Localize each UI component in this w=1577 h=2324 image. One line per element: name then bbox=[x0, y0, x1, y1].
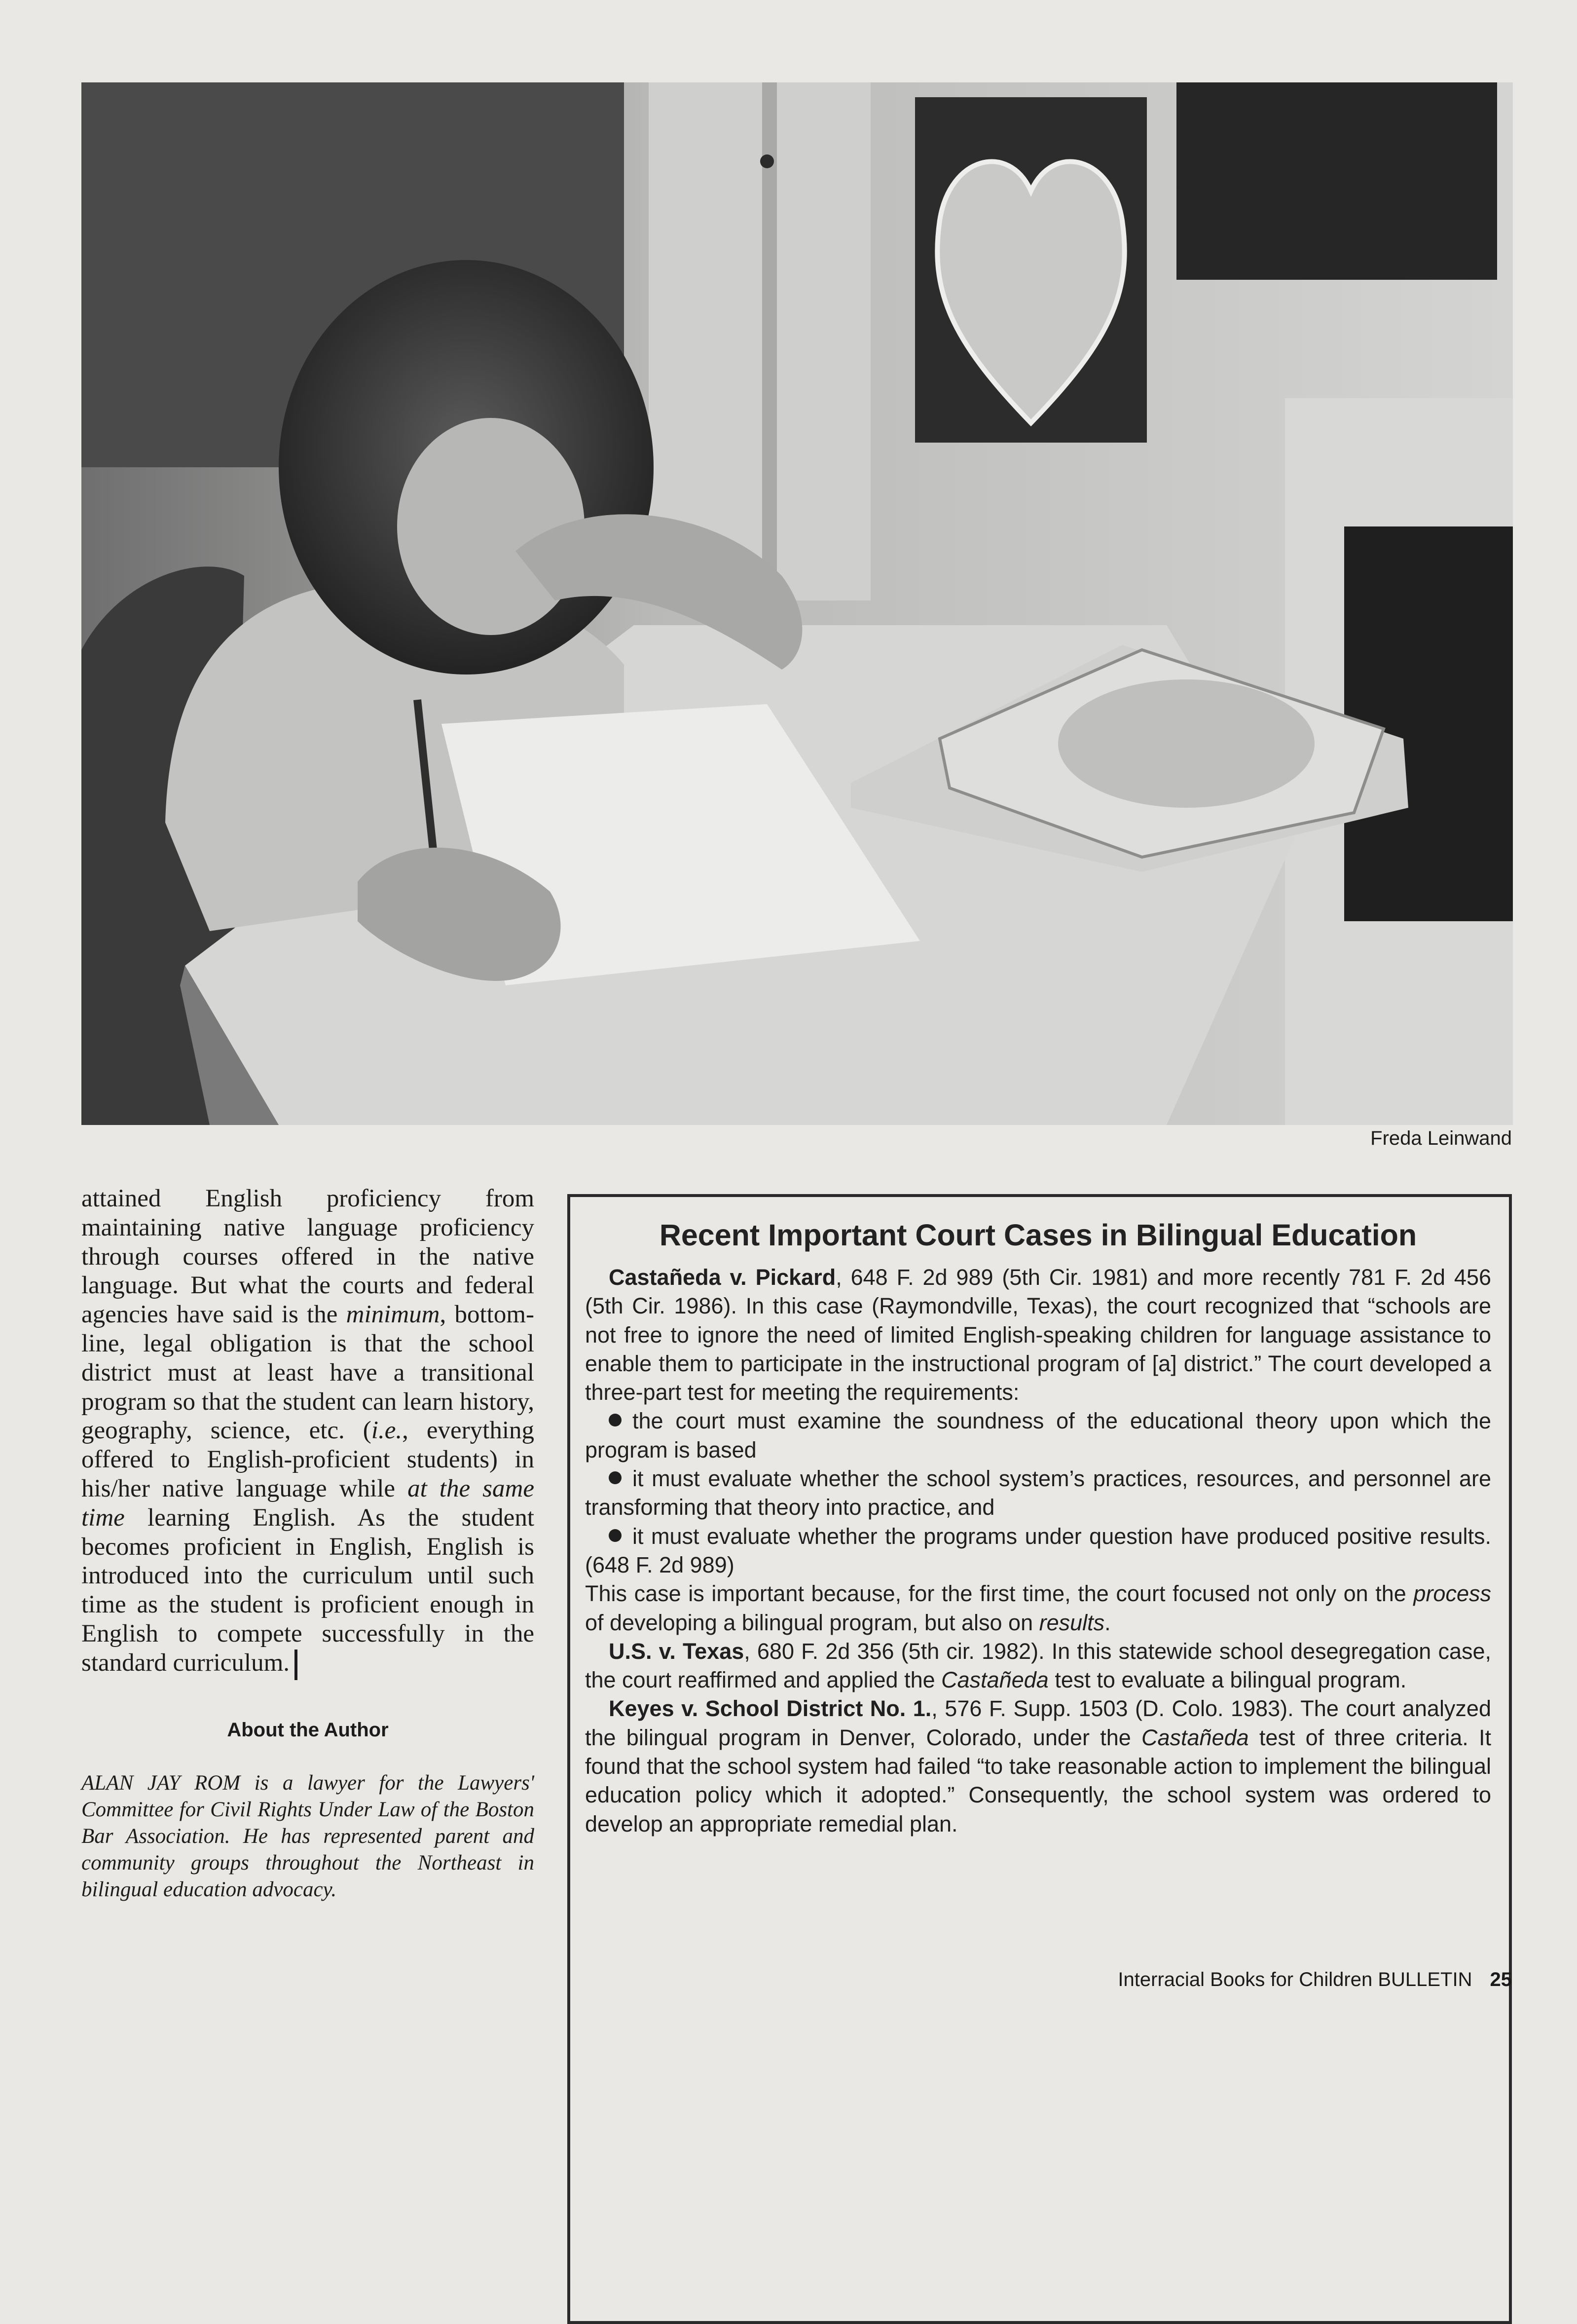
end-mark-icon bbox=[294, 1649, 297, 1680]
test-criterion-1 bbox=[585, 1407, 1491, 1464]
photo-illustration bbox=[81, 82, 1513, 1125]
bullet-icon bbox=[609, 1529, 622, 1542]
case-name: Keyes v. School District No. 1. bbox=[609, 1696, 932, 1722]
author-bio: ALAN JAY ROM is a lawyer for the Lawyers' Committee for Civil Rights Under Law of the Boston Bar Association. He has represented parent and community groups throughout the Northeast in bilingual education advocacy. bbox=[81, 1771, 534, 1901]
page-number: 25 bbox=[1490, 1969, 1512, 1990]
body-text-segment: , everything offered to English-proficient students) in his/her native language while bbox=[81, 1417, 534, 1502]
article-continuation bbox=[81, 1184, 534, 1680]
importance-text: of developing a bilingual program, but also on bbox=[585, 1610, 1039, 1635]
page-footer bbox=[1118, 1969, 1512, 1991]
criterion-text: the court must examine the soundness of the educational theory upon which the program is based bbox=[585, 1408, 1491, 1462]
criterion-text: it must evaluate whether the school system’s practices, resources, and personnel are transforming that theory into practice, and bbox=[585, 1466, 1491, 1520]
case-us-texas bbox=[585, 1637, 1491, 1695]
case-keyes bbox=[585, 1694, 1491, 1838]
publication-name: Interracial Books for Children BULLETIN bbox=[1118, 1969, 1472, 1990]
emphasis-minimum: minimum bbox=[346, 1301, 440, 1329]
case-castaneda bbox=[585, 1263, 1491, 1407]
case-text: test of three criteria. It found that the school system had failed “to take reasonable action to implement the bilingual education policy which it adopted.” Consequently, the school system was ordered to develop an appropriate remedial plan. bbox=[585, 1724, 1492, 1837]
importance-text: . bbox=[1104, 1610, 1111, 1635]
case-text: , 648 F. 2d 989 (5th Cir. 1981) and more recently 781 F. 2d 456 (5th Cir. 1986). In this case (Raymondville, Texas), the court recognized that “schools are not free to ignore the need of limited English-speaking children for language assistance to enable them to participate in the instructional program of [a] district.” The court developed a three-part test for meeting the requirements: bbox=[585, 1265, 1492, 1405]
case-text: test to evaluate a bilingual program. bbox=[1048, 1667, 1407, 1693]
sidebar-title: Recent Important Court Cases in Bilingual Education bbox=[659, 1218, 1417, 1252]
emphasis-results: results bbox=[1039, 1610, 1105, 1635]
case-text: , 576 F. Supp. 1503 (D. Colo. 1983). The court analyzed the bilingual program in Denver, Colorado, under the bbox=[585, 1696, 1491, 1750]
bullet-icon bbox=[609, 1414, 622, 1426]
emphasis-same-time: at the same time bbox=[81, 1474, 534, 1532]
criterion-text: it must evaluate whether the programs under question have produced positive results. (648 F. 2d 989) bbox=[585, 1523, 1491, 1577]
classroom-photo bbox=[81, 82, 1513, 1125]
test-criterion-2 bbox=[585, 1464, 1491, 1522]
case-importance bbox=[585, 1579, 1491, 1637]
court-cases-sidebar bbox=[567, 1194, 1512, 2324]
photo-credit: Freda Leinwand bbox=[1370, 1127, 1512, 1149]
case-name: Castañeda v. Pickard bbox=[609, 1265, 836, 1290]
about-author-heading: About the Author bbox=[227, 1719, 389, 1741]
body-text-segment: attained English proficiency from maintaining native language proficiency through courses offered in the native language. But what the courts and federal agencies have said is the bbox=[81, 1185, 534, 1329]
body-text-segment: learning English. As the student becomes proficient in English, English is introduced into the curriculum until such time as the student is proficient enough in English to compete successfully in the standard curriculum. bbox=[81, 1503, 534, 1677]
emphasis-ie: i.e. bbox=[371, 1417, 403, 1445]
emphasis-castaneda: Castañeda bbox=[1141, 1724, 1249, 1750]
emphasis-process: process bbox=[1413, 1581, 1491, 1607]
left-column bbox=[81, 1184, 534, 1903]
body-text-segment: , bottom-line, legal obligation is that the school district must at least have a transitional program so that the student can learn history, geography, science, etc. ( bbox=[81, 1301, 534, 1445]
emphasis-castaneda: Castañeda bbox=[941, 1667, 1049, 1693]
test-criterion-3 bbox=[585, 1522, 1491, 1580]
case-name: U.S. v. Texas bbox=[609, 1638, 744, 1664]
bullet-icon bbox=[609, 1471, 622, 1484]
case-text: , 680 F. 2d 356 (5th cir. 1982). In this statewide school desegregation case, the court reaffirmed and applied the bbox=[585, 1638, 1491, 1693]
importance-text: This case is important because, for the first time, the court focused not only on the bbox=[585, 1581, 1414, 1607]
